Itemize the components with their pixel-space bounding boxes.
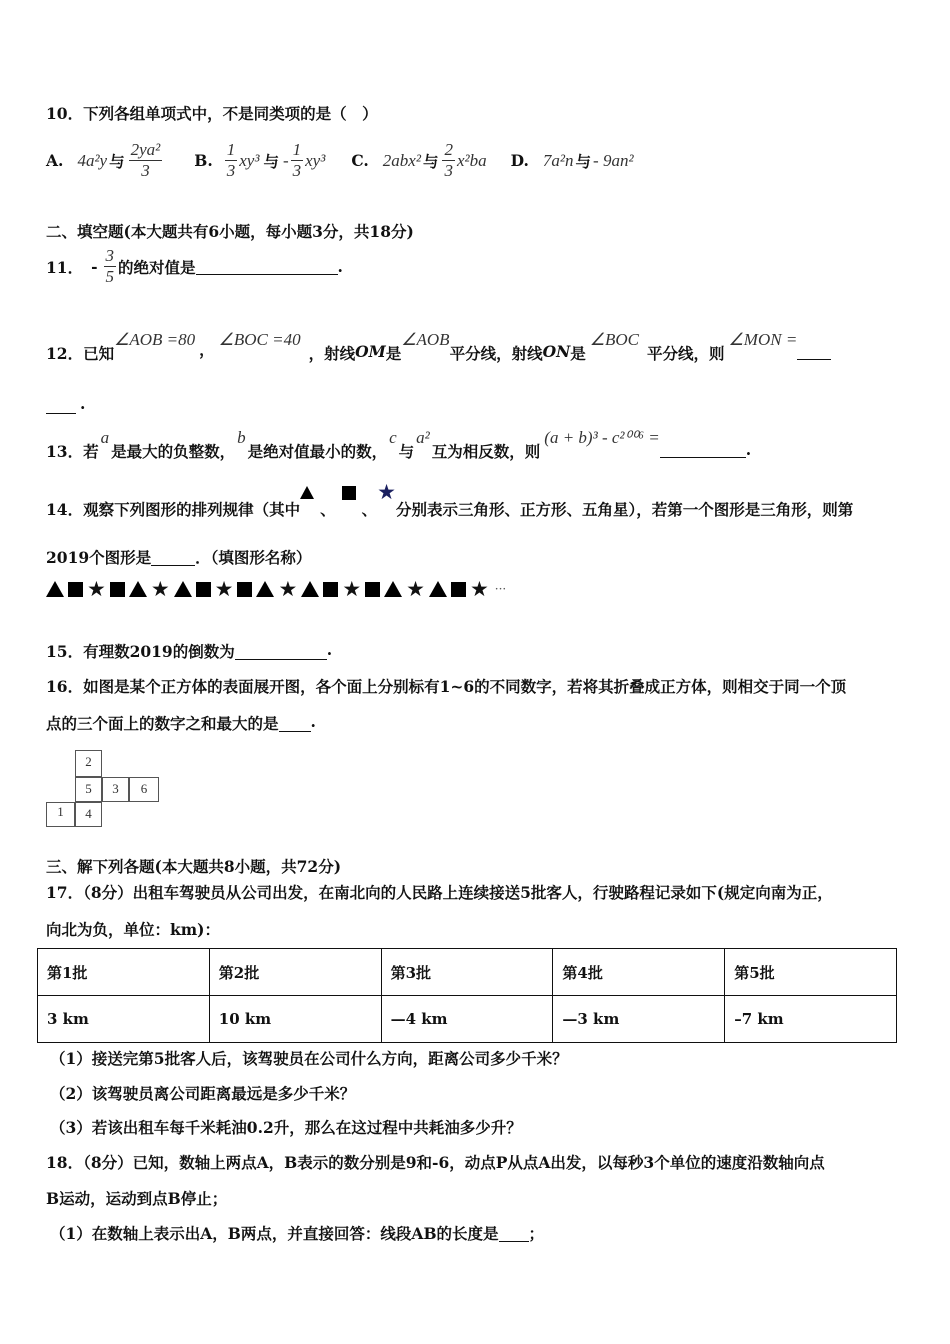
table-cell: 3 km [38,996,210,1043]
triangle-icon [300,486,314,499]
q10-stem: 10．下列各组单项式中，不是同类项的是（ ） [46,104,378,123]
q13-var-c: c [389,428,397,447]
q11-neg: - [91,257,98,276]
q12-t4: 是 [570,344,586,363]
q18-sub1 [50,1222,544,1244]
table-cell: —4 km [381,996,553,1043]
q10-option-a-expr1: 4a²y [77,150,108,170]
q10-option-a-den: 3 [141,161,150,180]
q12-answer-blank-b[interactable] [46,412,76,414]
q13-t2: 是绝对值最小的数， [247,442,388,461]
q13-var-a-squared: a² [416,428,430,447]
q12-angle-aob-value: ∠AOB =80 [114,330,196,349]
q11-end: . [337,257,343,276]
q12-intro: 12．已知 [46,344,115,363]
q14-line2 [46,546,311,568]
section2-heading: 二、填空题(本大题共有6小题，每小题3分，共18分) [46,222,414,241]
q12 [46,332,831,364]
q12-sep: ， [199,340,215,359]
q11 [46,246,343,287]
q16-end: . [310,712,316,731]
section3-heading: 三、解下列各题(本大题共8小题，共72分) [46,857,342,876]
q13-end: . [745,440,752,459]
table-cell: –7 km [725,996,897,1043]
star-icon: ★ [377,480,396,504]
net-face-mid-2: 3 [102,777,129,802]
square-icon [323,582,338,597]
q13-expression: (a + b)³ - c²⁰⁰⁶ = [544,428,660,447]
q16-line2 [46,712,316,734]
star-icon: ★ [150,577,170,601]
net-face-bottom-1: 1 [46,802,75,827]
sequence-ellipsis: ··· [494,582,507,596]
q13-answer-blank[interactable] [660,456,746,458]
q12-angle-boc: ∠BOC [589,330,640,349]
q12-t5: 平分线，则 [647,344,725,363]
q11-den: 5 [105,267,115,286]
q14-sep-1: 、 [320,500,336,519]
q10-option-a-label: A. [46,151,64,170]
star-icon: ★ [87,577,106,601]
star-icon: ★ [214,577,234,601]
q10-option-b-label: B. [194,151,213,170]
q13-var-b: b [237,428,246,447]
q18-line2: B运动，运动到点B停止； [46,1189,228,1208]
q11-num: 3 [105,246,115,265]
q15-answer-blank[interactable] [235,658,327,660]
q10-options [46,140,634,181]
table-header-cell: 第4批 [553,949,725,996]
triangle-icon [384,581,402,597]
q10-option-b-den2: 3 [292,161,302,180]
q12-t1: ，射线 [308,344,356,363]
q10-option-c-conj: 与 [422,151,439,171]
square-icon [110,582,125,597]
q13-t1: 是最大的负整数， [111,442,236,461]
square-icon [196,582,211,597]
q17-line1: 17．（8分）出租车驾驶员从公司出发，在南北向的人民路上连续接送5批客人，行驶路程记录如下(规定向南为正， [46,883,833,902]
q14-answer-blank[interactable] [151,564,195,566]
q14-line1-a: 14．观察下列图形的排列规律（其中 [46,500,301,519]
q10-option-d-label: D. [510,151,529,170]
net-face-mid-1: 5 [75,777,102,802]
q17-sub2: （2）该驾驶员离公司距离最远是多少千米？ [50,1084,356,1103]
table-header-cell: 第1批 [38,949,210,996]
q12-answer-blank-a[interactable] [797,358,831,360]
q10-option-c-den: 3 [444,161,453,180]
q17-line2: 向北为负，单位：km)： [46,920,220,939]
net-face-top: 2 [75,750,102,777]
q12-om: OM [355,342,386,361]
q11-text: 的绝对值是 [118,257,196,277]
q15-text: 15．有理数2019的倒数为 [46,642,235,661]
q12-t2: 是 [385,344,402,363]
q10-option-a-fraction [129,140,163,181]
q12-angle-aob: ∠AOB [401,330,450,349]
q10-option-b-den1: 3 [226,161,236,180]
q10-option-b-conj: 与 [263,151,279,171]
q13-intro: 13．若 [46,442,99,461]
square-icon [342,486,356,500]
q14-shape-sequence [46,577,507,601]
square-icon [451,582,466,597]
q10-option-c-expr1: 2abx² [382,150,421,170]
star-icon: ★ [278,577,298,601]
q12-on: ON [542,342,571,361]
q10-option-c-fraction [442,140,455,181]
triangle-icon [174,581,192,597]
q16-line2-text: 点的三个面上的数字之和最大的是 [46,714,279,733]
q18-sub1-end: ； [528,1224,545,1243]
q10-option-b-fraction2 [291,140,304,181]
q11-fraction [104,246,117,287]
q10-option-b-neg: - [282,150,289,170]
q17-mileage-table [37,948,897,1043]
net-face-bottom-2: 4 [75,802,102,827]
q17-sub3: （3）若该出租车每千米耗油0.2升，那么在这过程中共耗油多少升？ [50,1118,522,1137]
q16-line1: 16．如图是某个正方体的表面展开图，各个面上分别标有1~6的不同数字，若将其折叠成正方体，则相交于同一个顶 [46,677,847,696]
q11-answer-blank[interactable] [196,273,338,275]
q10-option-d-expr1: 7a²n [542,150,574,170]
q14-line1 [46,480,854,520]
table-header-cell: 第5批 [725,949,897,996]
triangle-icon [256,581,274,597]
q18-answer-blank[interactable] [499,1240,529,1242]
q10-option-b-fraction1 [225,140,238,181]
q15 [46,640,332,662]
q11-number: 11． [46,257,84,277]
q15-end: . [326,640,333,659]
q18-sub1-text: （1）在数轴上表示出A，B两点，并直接回答：线段AB的长度是 [50,1224,499,1243]
q14-line2-a: 2019个图形是 [46,548,152,567]
q10-option-c-num: 2 [444,140,453,159]
square-icon [237,582,252,597]
q13-t4: 互为相反数，则 [431,442,541,461]
table-header-cell: 第3批 [381,949,553,996]
table-header-cell: 第2批 [209,949,381,996]
q10-option-b-term1: xy³ [239,150,260,170]
q10-option-c-term: x²ba [456,150,487,170]
q16-answer-blank[interactable] [279,730,311,732]
q12-t3: 平分线，射线 [449,344,543,363]
q12-continued [46,394,85,414]
q17-sub1: （1）接送完第5批客人后，该驾驶员在公司什么方向，距离公司多少千米？ [50,1049,568,1068]
q13-t3: 与 [398,442,415,461]
table-header-row [38,949,897,996]
q12-angle-boc-value: ∠BOC =40 [218,330,301,349]
q18-line1: 18．（8分）已知，数轴上两点A，B表示的数分别是9和-6，动点P从点A出发，以每秒3个单位的速度沿数轴向点 [46,1153,825,1172]
q14-line1-b: 分别表示三角形、正方形、五角星），若第一个图形是三角形，则第 [395,500,854,519]
triangle-icon [46,581,64,597]
q10-option-a-num: 2ya² [130,140,161,159]
net-face-mid-3: 6 [129,777,159,802]
q13-var-a: a [100,428,110,447]
q10-option-b-term2: xy³ [305,150,326,170]
q10-option-d-expr2: - 9an² [593,150,634,170]
q10-option-a-conj: 与 [109,151,125,171]
q14-line2-b: ．（填图形名称） [195,548,312,567]
q14-sep-2: 、 [361,500,378,519]
q10-option-b-num1: 1 [226,140,236,159]
star-icon: ★ [342,577,362,601]
star-icon: ★ [406,577,425,601]
q10-option-c-label: C. [351,151,369,170]
square-icon [68,582,83,597]
q12-angle-mon: ∠MON = [728,330,798,349]
table-row [38,996,897,1043]
table-cell: —3 km [553,996,725,1043]
triangle-icon [429,581,447,597]
star-icon: ★ [469,577,489,601]
q10-option-b-num2: 1 [292,140,302,159]
table-cell: 10 km [209,996,381,1043]
triangle-icon [129,581,147,597]
triangle-icon [301,581,319,597]
q10-option-d-conj: 与 [575,151,592,171]
square-icon [365,582,380,597]
q12-end: . [80,394,86,413]
q13 [46,428,751,462]
